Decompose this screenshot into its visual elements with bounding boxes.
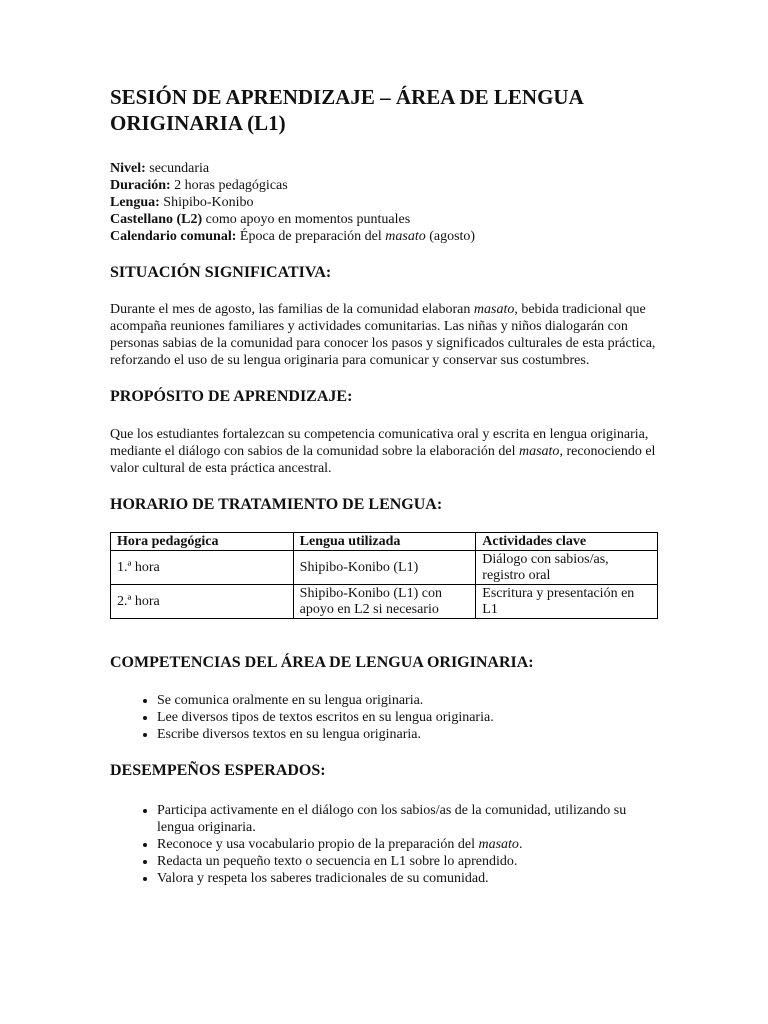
info-value: Shipibo-Konibo	[159, 195, 254, 210]
paragraph-text: , bebida tradicional que acompaña reuniones familiares y actividades comunitarias. Las niñas y niños dialogarán con personas sabias de la comunidad para conocer los pasos y significados culturales de esta práctica, reforzando el uso de su lengua originaria para comunicar y conservar sus costumbres.	[110, 302, 656, 368]
paragraph-text: Durante el mes de agosto, las familias de la comunidad elaboran	[110, 302, 474, 317]
list-item: • Redacta un pequeño texto o secuencia en L1 sobre lo aprendido.	[157, 853, 658, 870]
info-castellano	[110, 211, 658, 228]
info-value: secundaria	[145, 161, 210, 176]
info-value-emphasis: masato	[385, 229, 426, 244]
section-heading-competencias: COMPETENCIAS DEL ÁREA DE LENGUA ORIGINARIA:	[110, 654, 534, 671]
list-item-text: .	[518, 837, 523, 852]
info-value: 2 horas pedagógicas	[170, 178, 288, 193]
info-calendario	[110, 228, 658, 245]
table-cell: Diálogo con sabios/as, registro oral	[476, 551, 658, 585]
info-label: Nivel:	[110, 161, 146, 176]
situacion-paragraph	[110, 301, 658, 369]
info-value: (agosto)	[425, 229, 476, 244]
list-item-text: Reconoce y usa vocabulario propio de la preparación del	[157, 837, 479, 852]
competencias-list	[110, 692, 658, 743]
table-cell: 1.ª hora	[111, 551, 294, 585]
horario-table	[110, 532, 658, 619]
list-item: • Valora y respeta los saberes tradicionales de su comunidad.	[157, 870, 658, 887]
paragraph-emphasis: masato	[473, 302, 515, 317]
list-item: • Lee diversos tipos de textos escritos en su lengua originaria.	[157, 709, 658, 726]
table-cell: 2.ª hora	[111, 585, 294, 619]
info-nivel	[110, 160, 658, 177]
list-item	[157, 836, 658, 853]
document-page	[110, 84, 658, 887]
paragraph-emphasis: masato	[518, 444, 560, 459]
section-heading-proposito: PROPÓSITO DE APRENDIZAJE:	[110, 388, 353, 405]
section-heading-desempenos: DESEMPEÑOS ESPERADOS:	[110, 762, 326, 779]
paragraph-text: Que los estudiantes fortalezcan su competencia comunicativa oral y escrita en lengua originaria, mediante el diálogo con sabios de la comunidad sobre la elaboración del	[110, 427, 649, 459]
info-label: Lengua:	[110, 195, 160, 210]
proposito-paragraph	[110, 426, 658, 477]
info-value: Época de preparación del	[236, 229, 386, 244]
section-heading-horario: HORARIO DE TRATAMIENTO DE LENGUA:	[110, 496, 443, 513]
list-item: • Se comunica oralmente en su lengua originaria.	[157, 692, 658, 709]
info-label: Castellano (L2)	[110, 212, 203, 227]
paragraph-text: , reconociendo el valor cultural de esta práctica ancestral.	[110, 444, 656, 476]
info-lengua	[110, 194, 658, 211]
table-cell: Shipibo-Konibo (L1) con apoyo en L2 si necesario	[293, 585, 476, 619]
table-cell: Shipibo-Konibo (L1)	[293, 551, 476, 585]
info-value: como apoyo en momentos puntuales	[202, 212, 411, 227]
document-title: SESIÓN DE APRENDIZAJE – ÁREA DE LENGUA ORIGINARIA (L1)	[110, 85, 583, 135]
table-header-cell: Lengua utilizada	[293, 533, 476, 551]
session-info	[110, 160, 658, 245]
list-item: • Escribe diversos textos en su lengua originaria.	[157, 726, 658, 743]
table-header-row	[111, 533, 658, 551]
table-header-cell: Actividades clave	[476, 533, 658, 551]
table-header-cell: Hora pedagógica	[111, 533, 294, 551]
list-item: • Participa activamente en el diálogo con los sabios/as de la comunidad, utilizando su lengua originaria.	[157, 802, 658, 836]
section-heading-situacion: SITUACIÓN SIGNIFICATIVA:	[110, 264, 332, 281]
info-label: Calendario comunal:	[110, 229, 237, 244]
table-row	[111, 585, 658, 619]
info-label: Duración:	[110, 178, 171, 193]
info-duracion	[110, 177, 658, 194]
table-row	[111, 551, 658, 585]
table-cell: Escritura y presentación en L1	[476, 585, 658, 619]
list-item-emphasis: masato	[478, 837, 519, 852]
desempenos-list	[110, 802, 658, 887]
